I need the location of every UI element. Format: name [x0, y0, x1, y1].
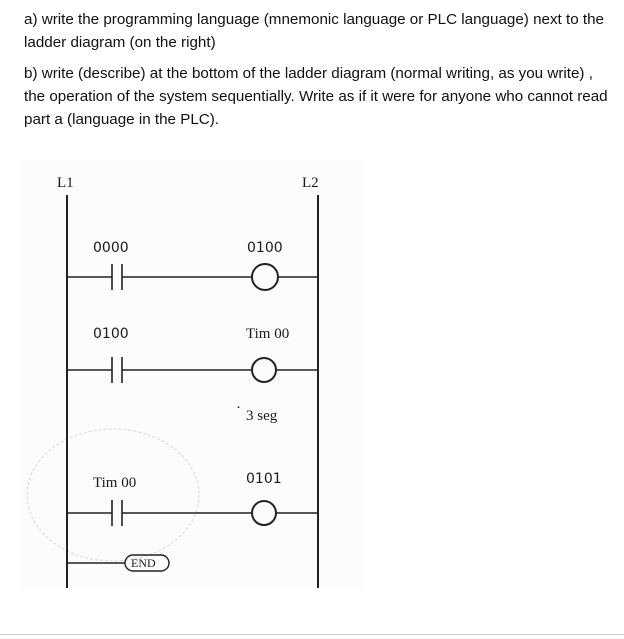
rung-1-coil-label: 0100 [247, 240, 283, 256]
rail-right-label: L2 [302, 175, 319, 191]
rung-1-contact-label: 0000 [93, 240, 129, 256]
scan-background [20, 160, 365, 590]
rung-3-coil-label: 0101 [246, 471, 282, 487]
page-divider [0, 634, 624, 635]
rail-left-label: L1 [57, 175, 74, 191]
rung-2-setting-dot: · [236, 400, 241, 416]
rung-2-timer-setting: 3 seg [246, 408, 278, 424]
question-part-b: b) write (describe) at the bottom of the ladder diagram (normal writing, as you write) , the operation of the system sequentially. Write as if it were for anyone who cannot read part a (language in the PLC). [24, 65, 608, 128]
rung-2-contact-label: 0100 [93, 326, 129, 342]
question-part-a: a) write the programming language (mnemonic language or PLC language) next to the ladder diagram (on the right) [24, 11, 604, 51]
rung-2-coil-label: Tim 00 [246, 326, 290, 342]
rung-3-contact-label: Tim 00 [93, 475, 137, 491]
end-label: END [131, 556, 156, 570]
